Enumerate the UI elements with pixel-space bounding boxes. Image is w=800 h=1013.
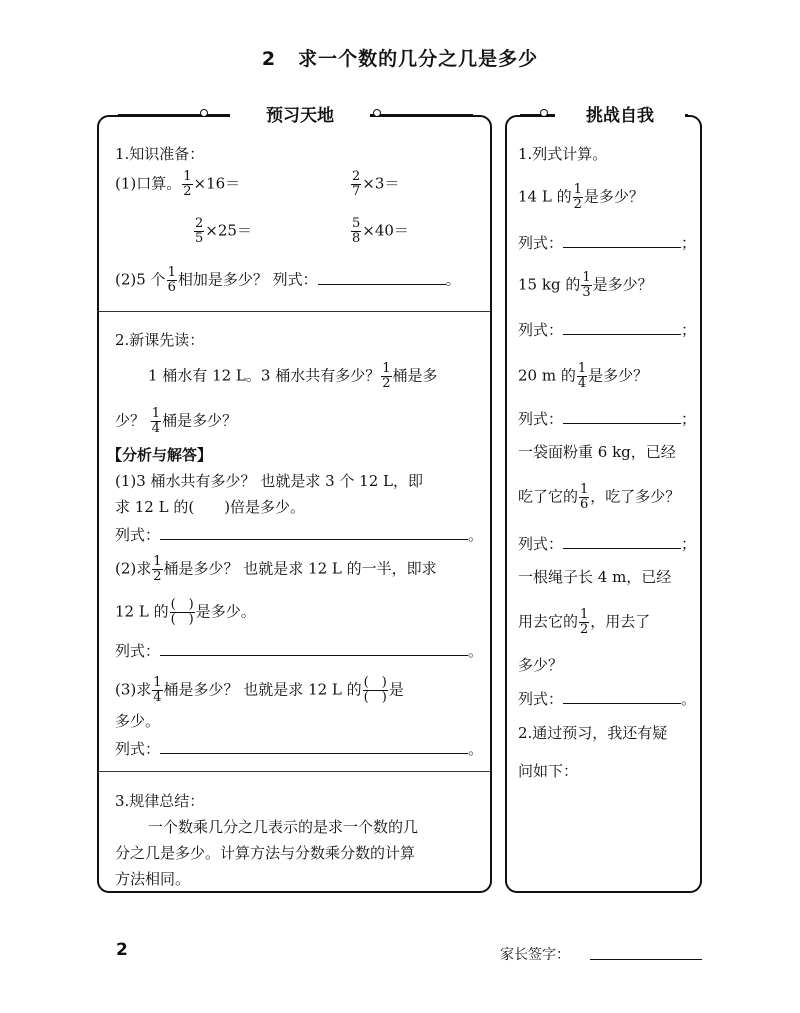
parent-sign-line[interactable] (590, 959, 702, 960)
analysis-heading: 【分析与解答】 (107, 446, 213, 464)
lesson-title: 求一个数的几分之几是多少 (298, 48, 539, 70)
header-dot-left (200, 109, 208, 117)
q1-line1: (1)3 桶水共有多少？ 也就是求 3 个 12 L，即 (115, 472, 423, 490)
answer-blank[interactable] (563, 534, 681, 549)
oral-calc-c2: $\frac{2}{7}$ ×3＝ (352, 169, 400, 199)
q3-line2: 多少。 (115, 712, 161, 730)
challenge-q3-formula: 列式： ； (518, 410, 697, 428)
q3-formula: 列式： 。 (115, 740, 484, 758)
answer-blank[interactable] (318, 270, 446, 285)
header-dot-right (373, 109, 381, 117)
parent-sign-label: 家长签字： (500, 947, 570, 963)
answer-blank[interactable] (160, 641, 468, 656)
sec3-label: 3.规律总结： (115, 792, 205, 810)
summary-line3: 方法相同。 (115, 870, 191, 888)
challenge-q2: 15 kg 的 $\frac{1}{3}$ 是多少？ (518, 270, 653, 300)
page-title (0, 44, 800, 71)
challenge-q4-line1: 一袋面粉重 6 kg，已经 (518, 443, 676, 461)
oral-calc-c3: $\frac{2}{5}$ ×25＝ (195, 216, 252, 246)
oral-calc-c4: $\frac{5}{8}$ ×40＝ (352, 216, 409, 246)
preview-header: 预习天地 (230, 101, 370, 126)
challenge-label2-line2: 问如下： (518, 762, 579, 780)
challenge-q5-line2: 用去它的 $\frac{1}{2}$ ，用去了 (518, 607, 651, 637)
challenge-q5-line3: 多少？ (518, 656, 564, 674)
q1-line2: 求 12 L 的( )倍是多少。 (115, 498, 306, 516)
answer-blank[interactable] (160, 525, 468, 540)
answer-blank[interactable] (563, 409, 681, 424)
summary-line1: 一个数乘几分之几表示的是求一个数的几 (148, 818, 419, 836)
section-divider (99, 311, 490, 312)
challenge-q3: 20 m 的 $\frac{1}{4}$ 是多少？ (518, 361, 649, 391)
reading-line2: 少？ $\frac{1}{4}$ 桶是多少？ (115, 406, 238, 436)
challenge-header: 挑战自我 (555, 101, 685, 126)
challenge-q4-line2: 吃了它的 $\frac{1}{6}$ ，吃了多少？ (518, 482, 681, 512)
answer-blank[interactable] (563, 689, 681, 704)
oral-calc-row1: (1)口算。 $\frac{1}{2}$ ×16＝ (115, 169, 241, 199)
challenge-q1: 14 L 的 $\frac{1}{2}$ 是多少？ (518, 182, 644, 212)
challenge-q5-line1: 一根绳子长 4 m，已经 (518, 568, 672, 586)
lesson-number: 2 (261, 48, 277, 70)
page-number: 2 (116, 940, 128, 960)
q3-line1: (3)求 $\frac{1}{4}$ 桶是多少？ 也就是求 12 L 的 $\frac{( )}{( )}$ 是 (115, 675, 404, 705)
sec1-label: 1.知识准备： (115, 145, 205, 163)
answer-blank[interactable] (160, 739, 468, 754)
q1-formula: 列式： 。 (115, 526, 484, 544)
summary-line2: 分之几是多少。计算方法与分数乘分数的计算 (115, 844, 416, 862)
answer-blank[interactable] (563, 233, 681, 248)
q2-line2: 12 L 的 $\frac{( )}{( )}$ 是多少。 (115, 597, 256, 627)
q2-formula: 列式： 。 (115, 642, 484, 660)
q2-line1: (2)求 $\frac{1}{2}$ 桶是多少？ 也就是求 12 L 的一半，即求 (115, 554, 437, 584)
challenge-label2-line1: 2.通过预习，我还有疑 (518, 724, 668, 742)
challenge-q5-formula: 列式： 。 (518, 690, 697, 708)
reading-line1: 1 桶水有 12 L。3 桶水共有多少？ $\frac{1}{2}$ 桶是多 (148, 361, 438, 391)
challenge-q1-formula: 列式： ； (518, 234, 697, 252)
challenge-q2-formula: 列式： ； (518, 321, 697, 339)
sum-question: (2)5 个 $\frac{1}{6}$ 相加是多少？ 列式： 。 (115, 265, 461, 295)
challenge-q4-formula: 列式： ； (518, 535, 697, 553)
challenge-label1: 1.列式计算。 (518, 145, 608, 163)
answer-blank[interactable] (563, 320, 681, 335)
header-dot-left (540, 109, 548, 117)
sec2-label: 2.新课先读： (115, 331, 205, 349)
section-divider (99, 771, 490, 772)
